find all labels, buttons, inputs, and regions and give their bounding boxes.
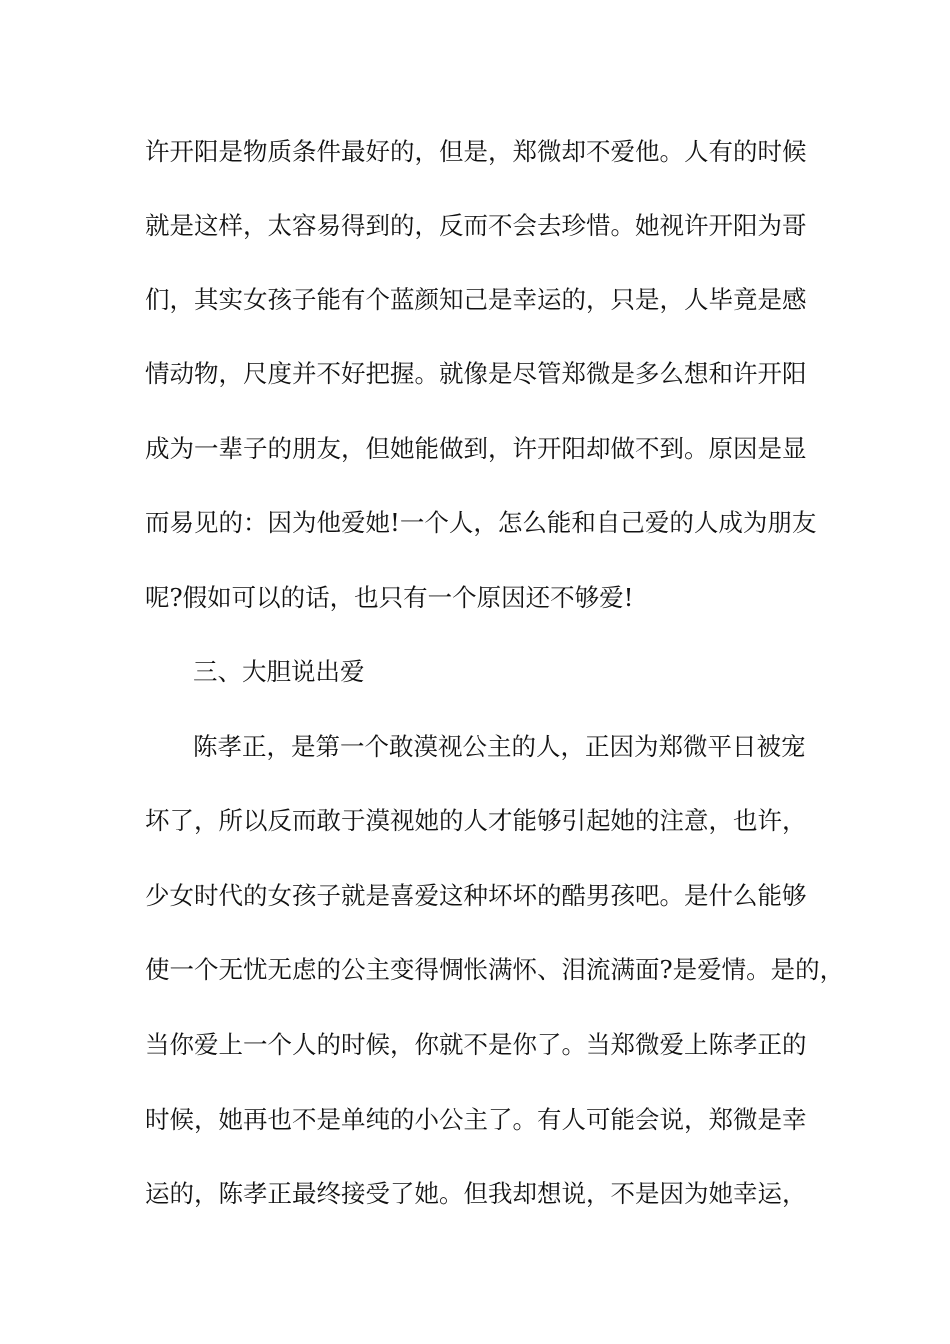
text-line: 们，其实女孩子能有个蓝颜知己是幸运的，只是，人毕竟是感 [145, 285, 807, 314]
text-line: 而易见的：因为他爱她!一个人，怎么能和自己爱的人成为朋友 [145, 508, 817, 537]
section-heading: 三、大胆说出爱 [193, 657, 365, 686]
text-line: 坏了，所以反而敢于漠视她的人才能够引起她的注意，也许， [145, 806, 807, 835]
text-line: 时候，她再也不是单纯的小公主了。有人可能会说，郑微是幸 [145, 1105, 807, 1134]
text-line: 运的，陈孝正最终接受了她。但我却想说，不是因为她幸运， [145, 1179, 807, 1208]
text-line: 就是这样，太容易得到的，反而不会去珍惜。她视许开阳为哥 [145, 211, 807, 240]
text-line: 少女时代的女孩子就是喜爱这种坏坏的酷男孩吧。是什么能够 [145, 881, 807, 910]
text-line: 当你爱上一个人的时候，你就不是你了。当郑微爱上陈孝正的 [145, 1030, 807, 1059]
text-line: 使一个无忧无虑的公主变得惆怅满怀、泪流满面?是爱情。是的， [145, 955, 845, 984]
text-line: 呢?假如可以的话，也只有一个原因还不够爱! [145, 583, 634, 612]
text-line: 许开阳是物质条件最好的，但是，郑微却不爱他。人有的时候 [145, 137, 807, 166]
text-line: 成为一辈子的朋友，但她能做到，许开阳却做不到。原因是显 [145, 434, 807, 463]
text-line: 情动物，尺度并不好把握。就像是尽管郑微是多么想和许开阳 [145, 359, 807, 388]
paragraph-first-line: 陈孝正，是第一个敢漠视公主的人，正因为郑微平日被宠 [193, 732, 806, 761]
